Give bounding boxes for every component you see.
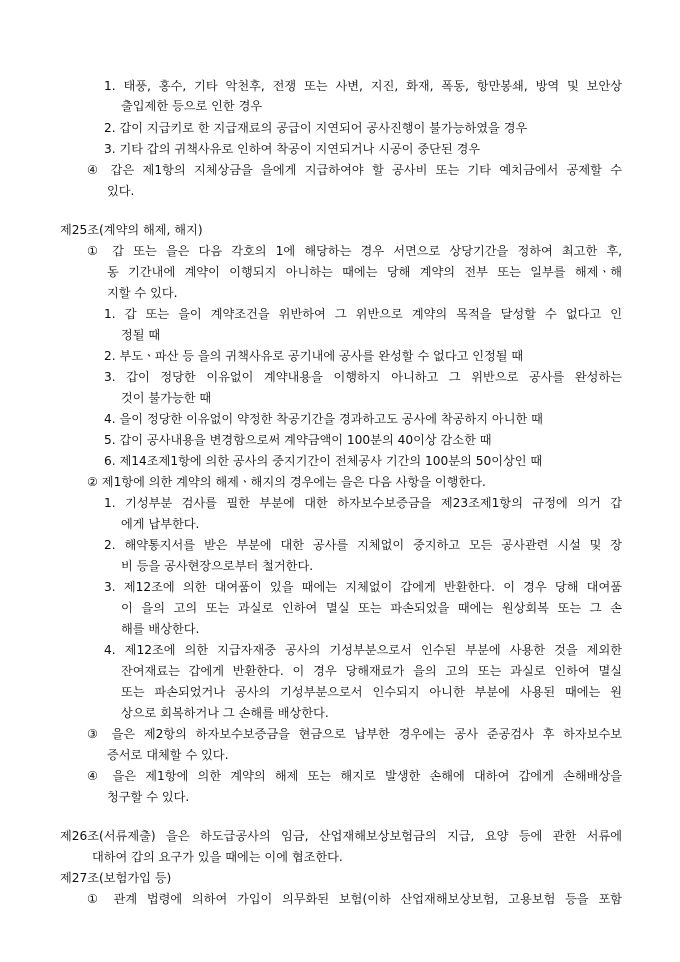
line: 3. 제12조에 의한 대여품이 있을 때에는 지체없이 갑에게 반환한다. 이 경우 당해 대여품 — [104, 580, 622, 594]
line: 해를 배상한다. — [121, 622, 200, 636]
line: 1. 갑 또는 을이 계약조건을 위반하여 그 위반으로 계약의 목적을 달성할 수 없다고 인 — [104, 307, 622, 321]
line: 지할 수 있다. — [107, 286, 178, 300]
line: 에게 납부한다. — [121, 517, 200, 531]
line: 3. 갑이 정당한 이유없이 계약내용을 이행하지 아니하고 그 위반으로 공사를 완성하는 — [104, 370, 622, 384]
line: 6. 제14조제1항에 의한 공사의 중지기간이 전체공사 기간의 100분의 50이상인 때 — [104, 454, 543, 468]
line: ④ 을은 제1항에 의한 계약의 해제 또는 해지로 발생한 손해에 대하여 갑에게 손해배상을 — [87, 769, 622, 783]
line: 2. 부도ㆍ파산 등 을의 귀책사유로 공기내에 공사를 완성할 수 없다고 인정될 때 — [104, 349, 524, 363]
line: 것이 불가능한 때 — [121, 391, 212, 405]
line: 3. 기타 갑의 귀책사유로 인하여 착공이 지연되거나 시공이 중단된 경우 — [104, 142, 481, 156]
line: 상으로 회복하거나 그 손해를 배상한다. — [121, 706, 329, 720]
line: 청구할 수 있다. — [107, 790, 190, 804]
line: 4. 을이 정당한 이유없이 약정한 착공기간을 경과하고도 공사에 착공하지 아니한 때 — [104, 412, 543, 426]
article-heading: 제26조(서류제출) 을은 하도급공사의 임금, 산업재해보상보험금의 지급, 요양 등에 관한 서류에 — [60, 829, 622, 843]
line: 이 을의 고의 또는 과실로 인하여 멸실 또는 파손되었을 때에는 원상회복 또는 그 손 — [121, 601, 622, 615]
line: ③ 을은 제2항의 하자보수보증금을 현금으로 납부한 경우에는 공사 준공검사 후 하자보수보 — [87, 727, 622, 741]
line: 대하여 갑의 요구가 있을 때에는 이에 협조한다. — [92, 850, 343, 864]
line: ④ 갑은 제1항의 지체상금을 을에게 지급하여야 할 공사비 또는 기타 예치금에서 공제할 수 — [87, 163, 622, 177]
line: 4. 제12조에 의한 지급자재중 공사의 기성부분으로서 인수된 부분에 사용한 것을 제외한 — [104, 643, 622, 657]
line: 2. 해약통지서를 받은 부분에 대한 공사를 지체없이 중지하고 모든 공사관련 시설 및 장 — [104, 538, 622, 552]
line: 정될 때 — [121, 328, 161, 342]
line: 5. 갑이 공사내용을 변경함으로써 계약금액이 100분의 40이상 감소한 때 — [104, 433, 492, 447]
line: 잔여재료는 갑에게 반환한다. 이 경우 당해재료가 을의 고의 또는 과실로 인하여 멸실 — [121, 664, 622, 678]
line: 있다. — [107, 184, 135, 198]
article-heading: 제27조(보험가입 등) — [60, 871, 172, 885]
line: 출입제한 등으로 인한 경우 — [121, 99, 263, 113]
article-heading: 제25조(계약의 해제, 해지) — [60, 223, 203, 237]
line: 증서로 대체할 수 있다. — [107, 748, 229, 762]
line: ① 갑 또는 을은 다음 각호의 1에 해당하는 경우 서면으로 상당기간을 정하여 최고한 후, — [87, 244, 622, 258]
line: ② 제1항에 의한 계약의 해제ㆍ해지의 경우에는 을은 다음 사항을 이행한다. — [87, 475, 486, 489]
line: ① 관계 법령에 의하여 가입이 의무화된 보험(이하 산업재해보상보험, 고용보험 등을 포함 — [87, 892, 622, 906]
line: 2. 갑이 지급키로 한 지급재료의 공급이 지연되어 공사진행이 불가능하였을 경우 — [104, 121, 528, 135]
line: 또는 파손되었거나 공사의 기성부분으로서 인수되지 아니한 부분에 사용된 때에는 원 — [121, 685, 622, 699]
line: 동 기간내에 계약이 이행되지 아니하는 때에는 당해 계약의 전부 또는 일부를 해제ㆍ해 — [107, 265, 622, 279]
line: 비 등을 공사현장으로부터 철거한다. — [121, 559, 314, 573]
line: 1. 기성부분 검사를 필한 부분에 대한 하자보수보증금을 제23조제1항의 규정에 의거 갑 — [104, 496, 622, 510]
line: 1. 태풍, 홍수, 기타 악천후, 전쟁 또는 사변, 지진, 화재, 폭동, 항만봉쇄, 방역 및 보안상 — [104, 79, 622, 93]
